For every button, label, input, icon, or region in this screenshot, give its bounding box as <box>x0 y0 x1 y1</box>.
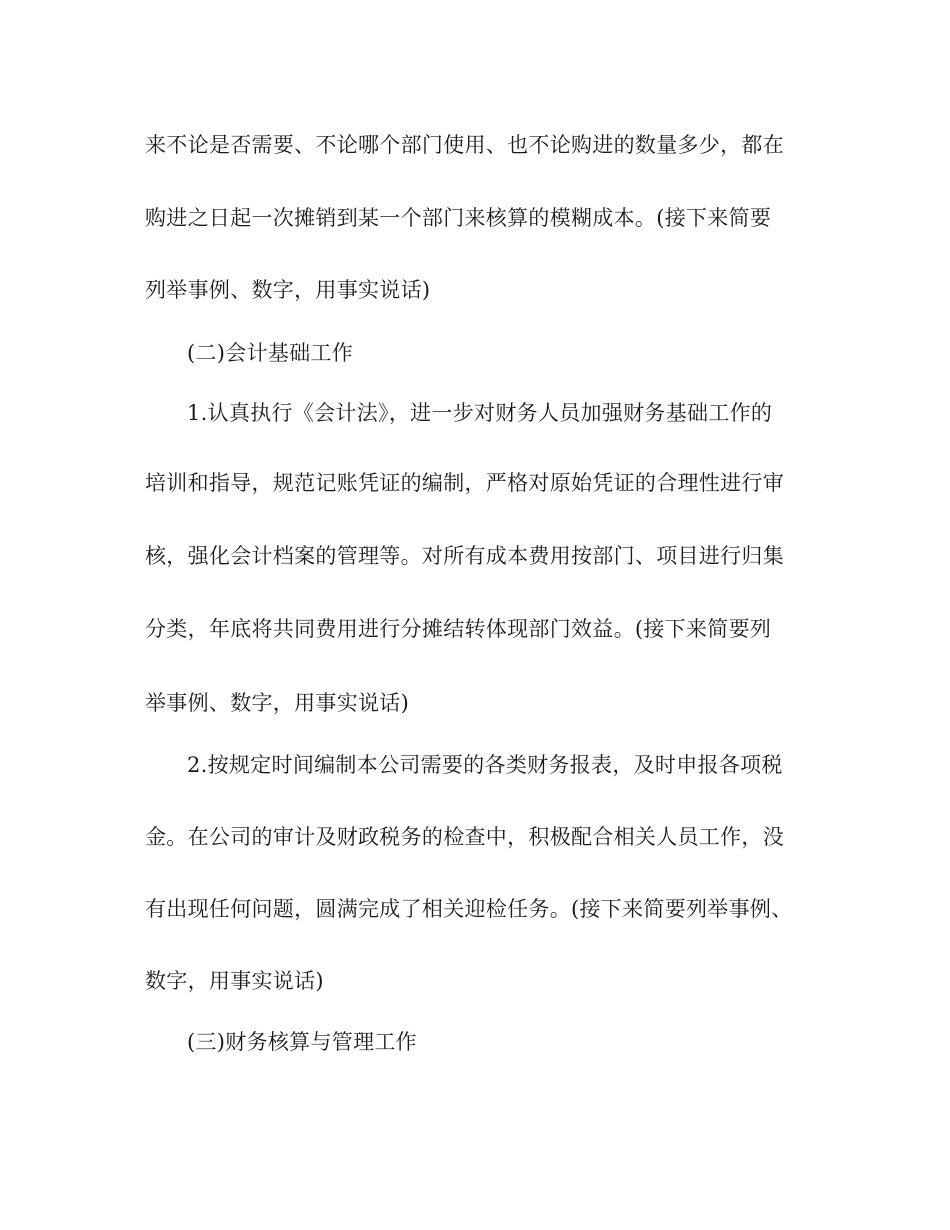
paragraph-line: 1.认真执行《会计法》，进一步对财务人员加强财务基础工作的 <box>187 401 773 425</box>
section-heading: (三)财务核算与管理工作 <box>187 1030 417 1054</box>
paragraph-line: 分类，年底将共同费用进行分摊结转体现部门效益。(接下来简要列 <box>145 617 772 641</box>
paragraph-line: 有出现任何问题，圆满完成了相关迎检任务。(接下来简要列举事例、 <box>145 897 793 921</box>
paragraph-line: 核，强化会计档案的管理等。对所有成本费用按部门、项目进行归集 <box>145 544 784 568</box>
paragraph-line: 列举事例、数字，用事实说话) <box>145 278 431 302</box>
paragraph-line: 2.按规定时间编制本公司需要的各类财务报表，及时申报各项税 <box>187 753 783 777</box>
paragraph-line: 数字，用事实说话) <box>145 969 324 993</box>
paragraph-line: 举事例、数字，用事实说话) <box>145 691 410 715</box>
paragraph-line: 来不论是否需要、不论哪个部门使用、也不论购进的数量多少，都在 <box>145 133 784 157</box>
section-heading: (二)会计基础工作 <box>187 341 354 365</box>
paragraph-line: 金。在公司的审计及财政税务的检查中，积极配合相关人员工作，没 <box>145 825 784 849</box>
paragraph-line: 购进之日起一次摊销到某一个部门来核算的模糊成本。(接下来简要 <box>145 206 772 230</box>
paragraph-line: 培训和指导，规范记账凭证的编制，严格对原始凭证的合理性进行审 <box>145 471 784 495</box>
